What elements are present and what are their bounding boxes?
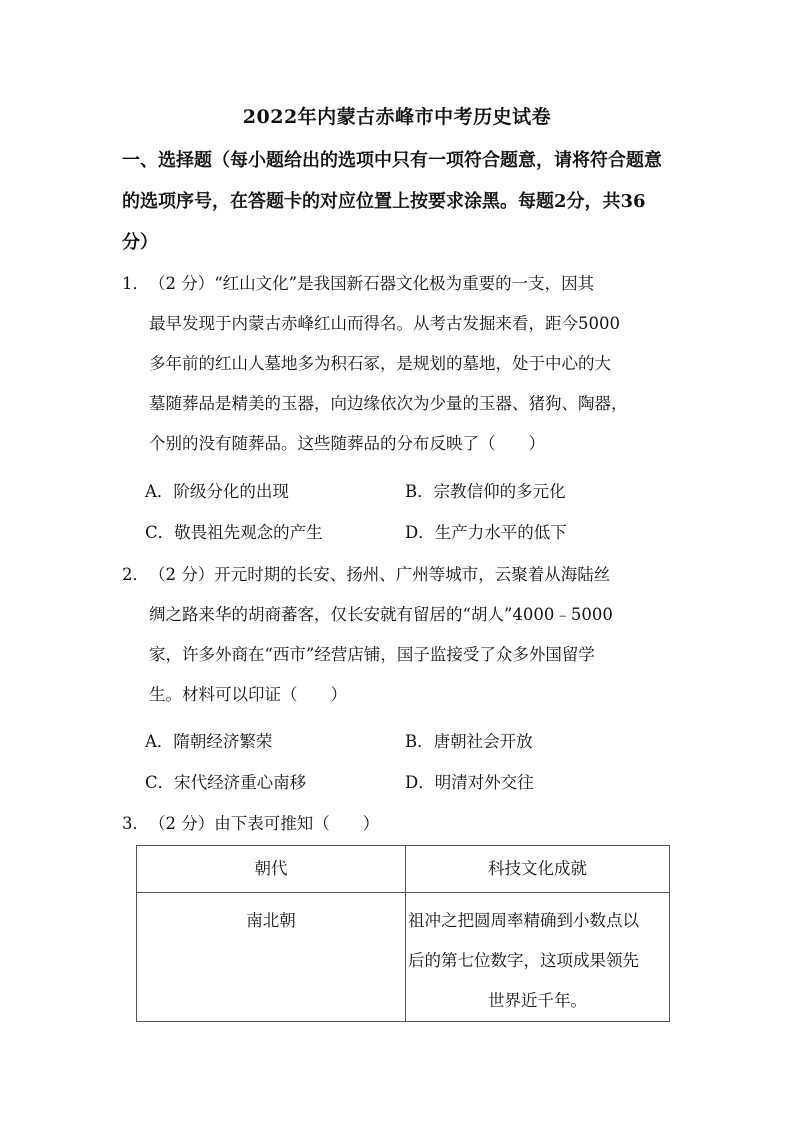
section-heading xyxy=(122,140,682,263)
question-stem-line: （2 分）由下表可推知（ ） xyxy=(149,814,380,833)
option-b[interactable]: B．唐朝社会开放 xyxy=(405,732,533,751)
question-stem-line: 绸之路来华的胡商蕃客，仅长安就有留居的“胡人”4000﹣5000 xyxy=(149,605,613,624)
question-stem-line: （2 分）开元时期的长安、扬州、广州等城市，云聚着从海陆丝 xyxy=(149,565,611,584)
question-stem-line: 生。材料可以印证（ ） xyxy=(149,685,347,704)
question-1 xyxy=(122,264,682,464)
table-header-achievement: 科技文化成就 xyxy=(406,846,670,893)
achievement-line: 祖冲之把圆周率精确到小数点以 xyxy=(408,911,639,930)
question-number: 3． xyxy=(122,814,149,833)
section-heading-line: 的选项序号，在答题卡的对应位置上按要求涂黑。每题2分，共36 xyxy=(122,191,646,212)
table-header-row xyxy=(137,846,670,893)
question-stem-line: 多年前的红山人墓地多为积石冢，是规划的墓地，处于中心的大 xyxy=(149,354,611,373)
achievement-line: 世界近千年。 xyxy=(488,991,587,1010)
option-d[interactable]: D．明清对外交往 xyxy=(405,773,534,792)
question-number: 1． xyxy=(122,274,149,293)
achievement-line: 后的第七位数字，这项成果领先 xyxy=(408,951,639,970)
option-a[interactable]: A．阶级分化的出现 xyxy=(145,482,289,501)
question-stem-line: （2 分）“红山文化”是我国新石器文化极为重要的一支，因其 xyxy=(149,274,595,293)
question-stem-line: 家，许多外商在“西市”经营店铺，国子监接受了众多外国留学 xyxy=(149,645,595,664)
question-number: 2． xyxy=(122,565,149,584)
question-2-options xyxy=(145,721,665,803)
page-title: 2022年内蒙古赤峰市中考历史试卷 xyxy=(242,106,552,128)
question-stem-line: 墓随葬品是精美的玉器，向边缘依次为少量的玉器、猪狗、陶器， xyxy=(149,394,628,413)
question-1-options xyxy=(145,471,665,553)
table-cell-achievement xyxy=(406,893,670,1022)
question-stem-line: 个别的没有随葬品。这些随葬品的分布反映了（ ） xyxy=(149,434,545,453)
table-row xyxy=(137,893,670,1022)
question-stem-line: 最早发现于内蒙古赤峰红山而得名。从考古发掘来看，距今5000 xyxy=(149,314,620,333)
achievement-table xyxy=(136,845,670,1022)
option-c[interactable]: C．敬畏祖先观念的产生 xyxy=(145,523,323,542)
option-c[interactable]: C．宋代经济重心南移 xyxy=(145,773,307,792)
section-heading-line: 分） xyxy=(122,232,158,253)
dynasty-text: 南北朝 xyxy=(246,911,296,930)
option-b[interactable]: B．宗教信仰的多元化 xyxy=(405,482,566,501)
question-2 xyxy=(122,555,682,715)
option-d[interactable]: D．生产力水平的低下 xyxy=(405,523,567,542)
section-heading-line: 一、选择题（每小题给出的选项中只有一项符合题意，请将符合题意 xyxy=(122,150,662,171)
table-cell-dynasty xyxy=(137,893,406,1022)
option-a[interactable]: A．隋朝经济繁荣 xyxy=(145,732,273,751)
table-header-dynasty: 朝代 xyxy=(137,846,406,893)
question-3 xyxy=(122,804,682,844)
